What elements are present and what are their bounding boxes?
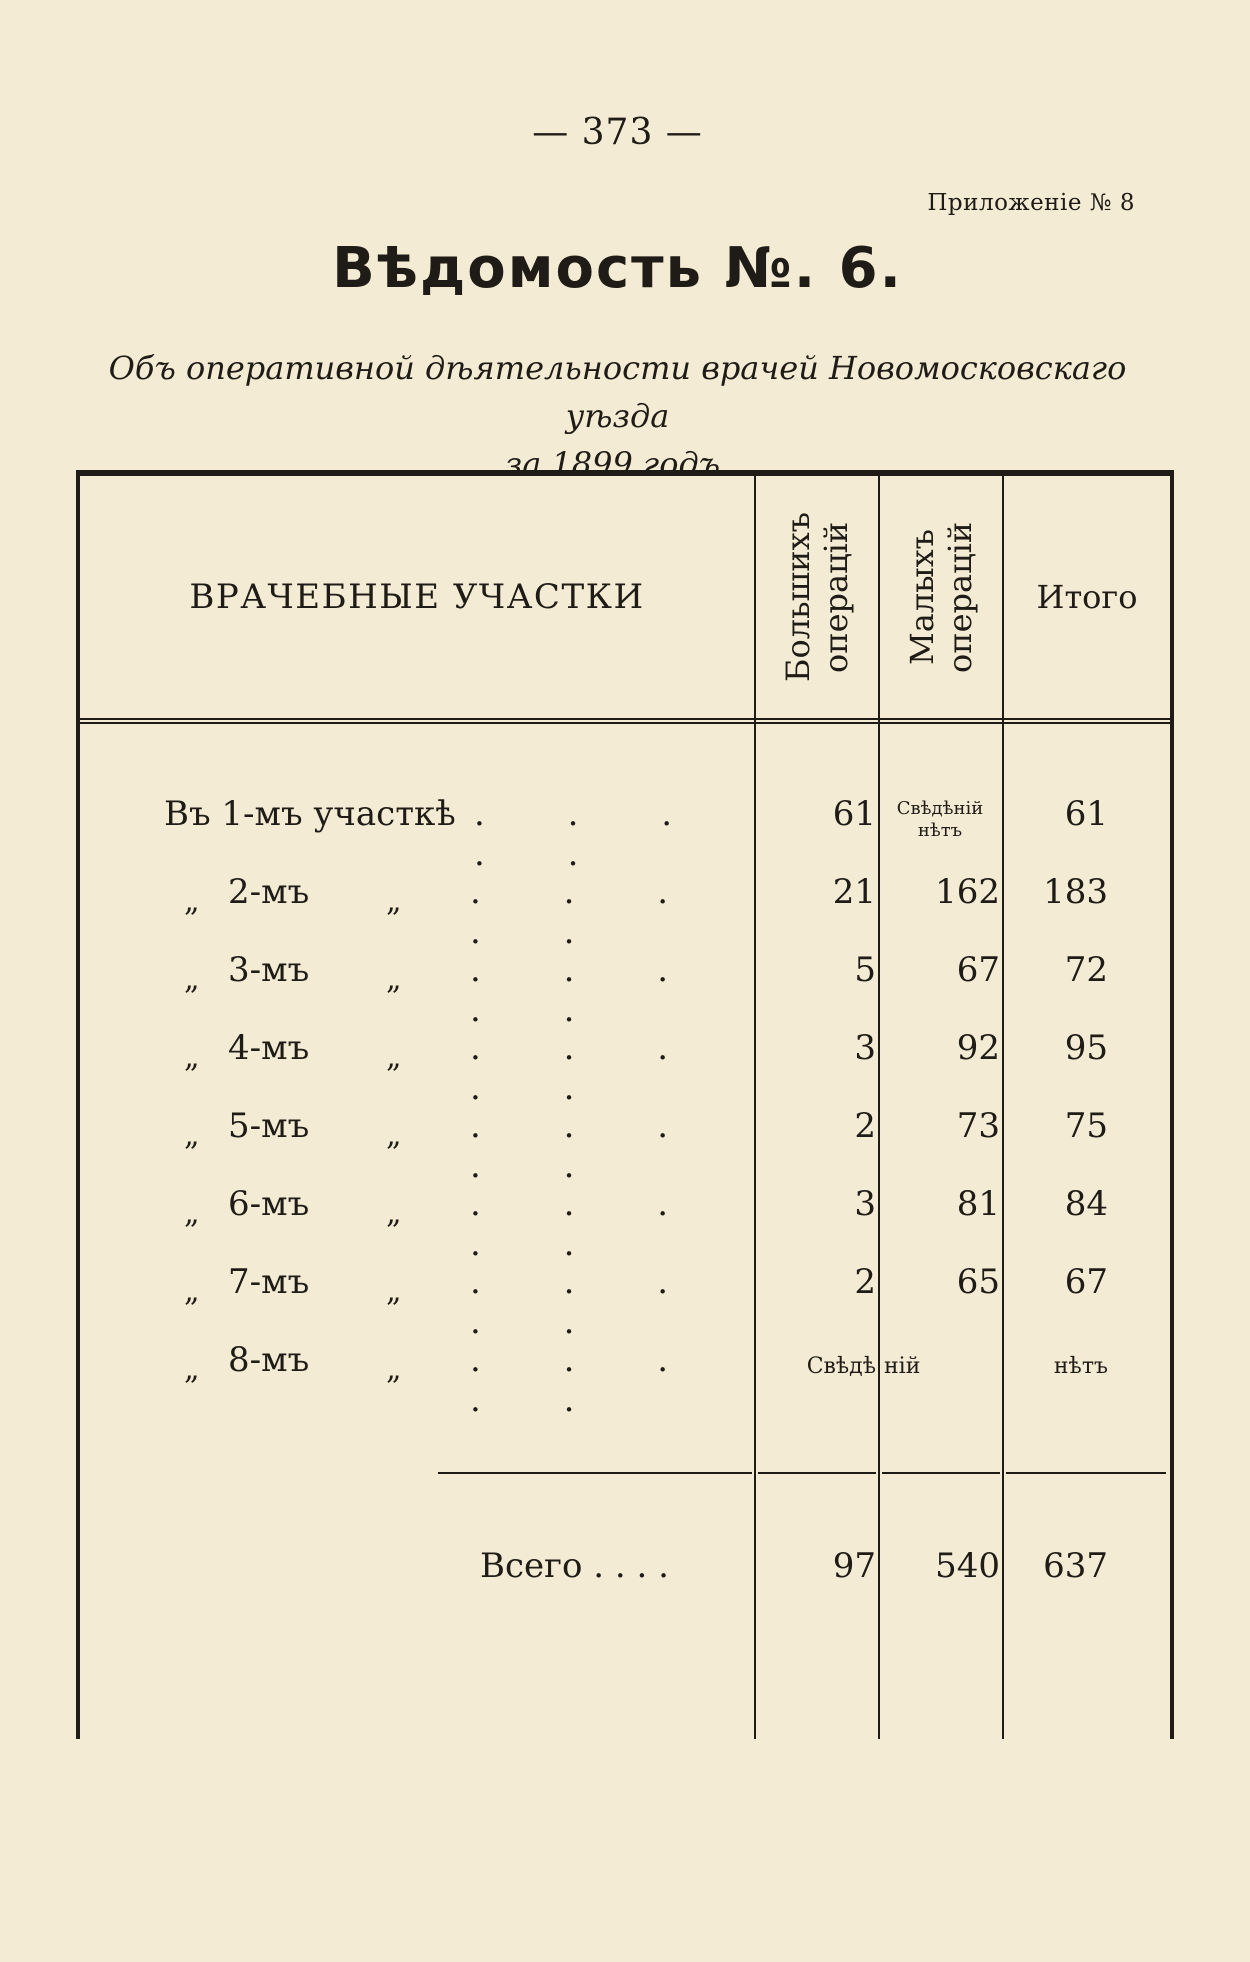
major-total: 97 bbox=[832, 1546, 876, 1586]
major-value: 3 bbox=[854, 1184, 876, 1224]
header-major-operations bbox=[756, 476, 878, 718]
leader-dots: . . . . . bbox=[470, 872, 705, 952]
leader-dots: . . . . . bbox=[470, 1262, 705, 1342]
ditto-mark: „ bbox=[184, 1274, 200, 1309]
grand-total: 637 bbox=[1043, 1546, 1108, 1586]
leader-dots: . . . . . bbox=[470, 1184, 705, 1264]
row-label bbox=[80, 1184, 754, 1264]
district-name: 5-мъ bbox=[228, 1106, 310, 1146]
ditto-mark: „ bbox=[184, 1352, 200, 1387]
district-name: 7-мъ bbox=[228, 1262, 310, 1302]
table-row bbox=[80, 1262, 1170, 1342]
minor-total: 540 bbox=[935, 1546, 1000, 1586]
ditto-mark: „ bbox=[386, 1040, 402, 1075]
minor-value: ній bbox=[884, 1354, 921, 1379]
ditto-mark: „ bbox=[386, 884, 402, 919]
total-value: 61 bbox=[1064, 794, 1108, 834]
leader-dots: . . . . . bbox=[470, 1340, 705, 1420]
ditto-mark: „ bbox=[184, 1118, 200, 1153]
row-label bbox=[80, 950, 754, 1030]
row-label bbox=[80, 1106, 754, 1186]
district-name: Въ 1-мъ участкѣ bbox=[164, 794, 456, 834]
row-label bbox=[80, 1340, 754, 1420]
ditto-mark: „ bbox=[184, 1040, 200, 1075]
ditto-mark: „ bbox=[386, 1118, 402, 1153]
table-row bbox=[80, 950, 1170, 1030]
sum-rule bbox=[758, 1472, 876, 1474]
district-name: 4-мъ bbox=[228, 1028, 310, 1068]
sum-rule bbox=[1006, 1472, 1166, 1474]
major-value: 2 bbox=[854, 1262, 876, 1302]
leader-dots: . . . . . bbox=[470, 950, 705, 1030]
major-value: 5 bbox=[854, 950, 876, 990]
header-major-text: Большихъ операцій bbox=[779, 512, 855, 683]
ditto-mark: „ bbox=[386, 1196, 402, 1231]
ditto-mark: „ bbox=[184, 1196, 200, 1231]
table-row bbox=[80, 1028, 1170, 1108]
total-label: Всего . . . . bbox=[480, 1546, 669, 1586]
major-value: 21 bbox=[832, 872, 876, 912]
header-minor-text: Малыхъ операцій bbox=[903, 521, 979, 673]
header-total: Итого bbox=[1036, 578, 1138, 616]
minor-value: 65 bbox=[956, 1262, 1000, 1302]
ditto-mark: „ bbox=[386, 1352, 402, 1387]
operations-table bbox=[76, 470, 1174, 1739]
ditto-mark: „ bbox=[386, 962, 402, 997]
major-value: 61 bbox=[832, 794, 876, 834]
minor-value: 92 bbox=[956, 1028, 1000, 1068]
total-value: 95 bbox=[1064, 1028, 1108, 1068]
sum-rule bbox=[882, 1472, 1000, 1474]
sum-rule bbox=[438, 1472, 752, 1474]
minor-value: 73 bbox=[956, 1106, 1000, 1146]
subtitle-line-1: Объ оперативной дѣятельности врачей Новомосковскаго уѣзда bbox=[108, 349, 1127, 435]
minor-value: Свѣдѣній нѣтъ bbox=[896, 798, 984, 841]
minor-value: 67 bbox=[956, 950, 1000, 990]
minor-value: 81 bbox=[956, 1184, 1000, 1224]
leader-dots: . . . . . bbox=[470, 1106, 705, 1186]
appendix-label: Приложеніе № 8 bbox=[927, 190, 1135, 216]
header-rule bbox=[80, 718, 1170, 724]
major-value: Свѣдѣ bbox=[806, 1354, 876, 1379]
table-row bbox=[80, 794, 1170, 874]
total-value: 183 bbox=[1043, 872, 1108, 912]
district-name: 8-мъ bbox=[228, 1340, 310, 1380]
ditto-mark: „ bbox=[184, 884, 200, 919]
header-districts: ВРАЧЕБНЫЕ УЧАСТКИ bbox=[189, 577, 645, 617]
total-row bbox=[80, 1546, 1170, 1606]
ditto-mark: „ bbox=[386, 1274, 402, 1309]
page-number: — 373 — bbox=[532, 112, 703, 153]
leader-dots: . . . . . bbox=[474, 794, 709, 874]
district-name: 2-мъ bbox=[228, 872, 310, 912]
row-label bbox=[80, 1546, 754, 1606]
row-label bbox=[80, 872, 754, 952]
table-row bbox=[80, 1106, 1170, 1186]
page-title: Вѣдомость №. 6. bbox=[332, 236, 903, 301]
total-value: нѣтъ bbox=[1053, 1354, 1108, 1379]
major-value: 2 bbox=[854, 1106, 876, 1146]
leader-dots: . . . . . bbox=[470, 1028, 705, 1108]
total-value: 75 bbox=[1064, 1106, 1108, 1146]
district-name: 6-мъ bbox=[228, 1184, 310, 1224]
table-row bbox=[80, 1340, 1170, 1420]
header-minor-operations bbox=[880, 476, 1002, 718]
table-row bbox=[80, 1184, 1170, 1264]
subtitle bbox=[100, 344, 1135, 488]
major-value: 3 bbox=[854, 1028, 876, 1068]
table-row bbox=[80, 872, 1170, 952]
row-label bbox=[80, 1262, 754, 1342]
row-label bbox=[80, 1028, 754, 1108]
minor-value: 162 bbox=[935, 872, 1000, 912]
subtitle-line-2: за 1899 годъ. bbox=[504, 445, 731, 483]
district-name: 3-мъ bbox=[228, 950, 310, 990]
total-value: 72 bbox=[1064, 950, 1108, 990]
ditto-mark: „ bbox=[184, 962, 200, 997]
total-value: 67 bbox=[1064, 1262, 1108, 1302]
total-value: 84 bbox=[1064, 1184, 1108, 1224]
row-label bbox=[80, 794, 754, 874]
